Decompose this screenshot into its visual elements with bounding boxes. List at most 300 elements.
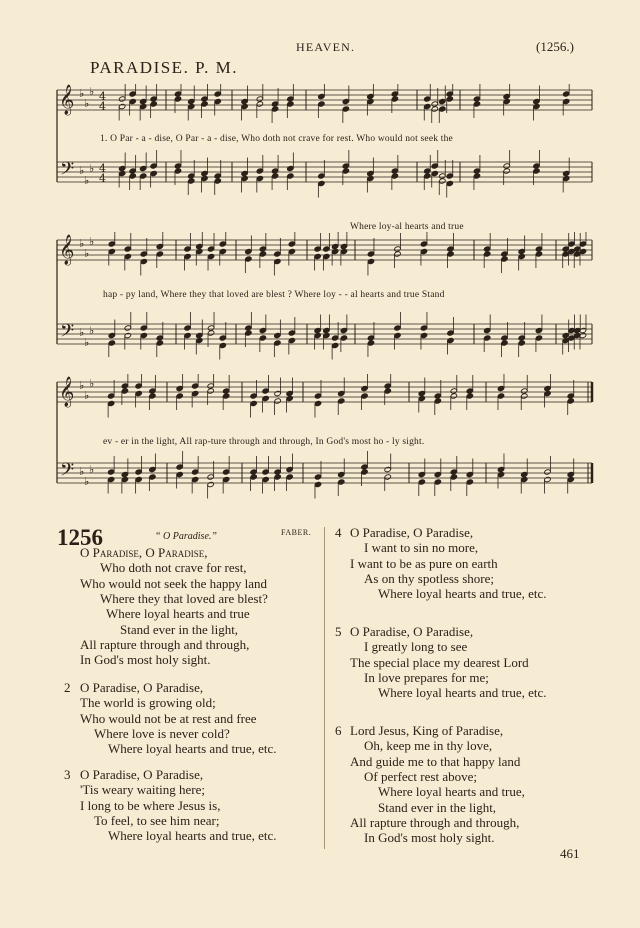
notehead [314,332,321,338]
notehead [274,251,281,257]
notehead [245,325,252,331]
notehead [288,337,295,343]
notehead [323,327,330,333]
notehead [140,332,147,338]
notehead [533,98,540,104]
verse-line: O Paradise, O Paradise, [80,680,204,695]
notehead [118,165,125,171]
notehead [466,479,473,485]
hymn-number: 1256 [57,525,103,550]
notehead [439,98,446,104]
notehead [434,393,441,399]
notehead [384,383,391,389]
time-signature: 4 [99,162,106,175]
notehead [222,393,229,399]
notehead [418,395,425,401]
bass-clef: 𝄢 [60,460,75,485]
notehead [207,253,214,259]
flat-sign: ♭ [89,463,95,476]
notehead [533,163,540,169]
time-signature: 4 [99,90,106,103]
notehead [140,251,147,257]
notehead [361,469,368,475]
notehead [256,168,263,174]
bass-clef: 𝄢 [60,321,75,346]
notehead [567,398,574,404]
notehead [262,469,269,475]
notehead [196,248,203,254]
lyrics-above-system-2: Where loy-al hearts and true [350,222,464,232]
notehead [484,335,491,341]
notehead [286,395,293,401]
flat-sign: ♭ [79,326,85,339]
flat-sign: ♭ [79,237,85,250]
notehead [287,173,294,179]
notehead [135,383,142,389]
notehead [287,101,294,107]
notehead [484,327,491,333]
verse-line: I long to be where Jesus is, [80,797,221,813]
notehead [439,106,446,112]
notehead [473,173,480,179]
flat-sign: ♭ [79,379,85,392]
notehead [245,330,252,336]
notehead [418,390,425,396]
notehead [191,469,198,475]
notehead [108,340,115,346]
tune-title: PARADISE. P. M. [90,58,238,77]
notehead [518,335,525,341]
notehead [338,398,345,404]
notehead [367,335,374,341]
notehead [503,168,510,174]
notehead [107,469,114,475]
notehead [420,325,427,331]
notehead [431,106,438,112]
notehead [434,398,441,404]
flat-sign: ♭ [84,336,90,349]
notehead [518,253,525,259]
notehead [563,175,570,181]
lyrics-system-3: ev - er in the light, All rap-ture through and through, In God's most ho - ly sight. [103,437,425,447]
treble-clef: 𝄞 [59,235,75,265]
verse-line: O Paradise, O Paradise, [350,624,474,639]
bass-clef: 𝄢 [60,159,75,184]
notehead [314,393,321,399]
notehead [139,173,146,179]
notehead [188,178,195,184]
notehead [567,393,574,399]
notehead [107,393,114,399]
notehead [418,479,425,485]
notehead [156,340,163,346]
notehead [274,474,281,480]
notehead [314,246,321,252]
verse-line: Where love is never cold? [94,725,230,741]
notehead [174,168,181,174]
notehead [274,398,281,404]
notehead [150,163,157,169]
verse-line: All rapture through and through, [350,814,520,830]
notehead [340,335,347,341]
notehead [174,91,181,97]
notehead [503,98,510,104]
notehead [384,474,391,480]
notehead [176,471,183,477]
notehead [544,469,551,475]
notehead [331,248,338,254]
notehead [361,385,368,391]
verse-line: I want to sin no more, [364,540,479,556]
verse-line: In love prepares for me; [364,669,489,685]
notehead [521,388,528,394]
notehead [207,388,214,394]
notehead [250,400,257,406]
notehead [149,393,156,399]
notehead [466,388,473,394]
notehead [129,173,136,179]
notehead [274,332,281,338]
verse-line: Where loyal hearts and true [106,606,250,622]
notehead [124,325,131,331]
notehead [139,165,146,171]
notehead [259,335,266,341]
notehead [447,251,454,257]
notehead [367,93,374,99]
notehead [518,248,525,254]
notehead [446,91,453,97]
notehead [420,248,427,254]
verse-line: In God's most holy sight. [80,652,211,668]
verse-line: Where loyal hearts and true, [378,784,525,800]
verse-line: 'Tis weary waiting here; [80,782,205,798]
time-signature: 4 [99,100,106,113]
flat-sign: ♭ [79,87,85,100]
notehead [274,469,281,475]
notehead [241,103,248,109]
notehead [156,251,163,257]
notehead [342,163,349,169]
notehead [563,91,570,97]
verse-number: 5 [335,624,342,639]
notehead [342,98,349,104]
treble-clef: 𝄞 [59,85,75,115]
notehead [288,241,295,247]
notehead [191,383,198,389]
notehead [274,340,281,346]
notehead [201,175,208,181]
notehead [446,173,453,179]
notehead [342,168,349,174]
notehead [207,246,214,252]
flat-sign: ♭ [84,174,90,187]
notehead [108,241,115,247]
notehead [107,476,114,482]
notehead [121,476,128,482]
verse-line: Where loyal hearts and true, etc. [378,586,547,602]
notehead [367,175,374,181]
notehead [121,471,128,477]
notehead [259,327,266,333]
notehead [503,163,510,169]
notehead [331,243,338,249]
notehead [331,335,338,341]
author-credit: FABER. [281,528,312,537]
notehead [535,251,542,257]
flat-sign: ♭ [84,247,90,260]
notehead [241,170,248,176]
notehead [149,474,156,480]
notehead [184,332,191,338]
notehead [367,340,374,346]
notehead [250,393,257,399]
notehead [207,481,214,487]
notehead [121,388,128,394]
notehead [135,476,142,482]
notehead [129,91,136,97]
notehead [424,103,431,109]
notehead [287,96,294,102]
notehead [466,471,473,477]
notehead [262,388,269,394]
notehead [150,96,157,102]
notehead [207,474,214,480]
notehead [286,474,293,480]
notehead [274,390,281,396]
notehead [439,173,446,179]
notehead [367,98,374,104]
notehead [140,325,147,331]
verse-line: I greatly long to see [364,639,468,655]
notehead [118,103,125,109]
notehead [188,98,195,104]
notehead [484,246,491,252]
notehead [214,178,221,184]
notehead [271,173,278,179]
notehead [318,101,325,107]
notehead [118,170,125,176]
notehead [271,101,278,107]
lyrics-system-1: 1. O Par - a - dise, O Par - a - dise, Who doth not crave for rest. Who would not seek the [100,134,453,144]
notehead [361,464,368,470]
notehead [214,173,221,179]
hymn-reference: (1256.) [536,39,574,54]
notehead [394,332,401,338]
notehead [129,168,136,174]
verse-number: 6 [335,723,342,738]
notehead [250,474,257,480]
notehead [318,93,325,99]
notehead [256,175,263,181]
notehead [196,332,203,338]
verse-line: Where loyal hearts and true, etc. [108,828,277,844]
flat-sign: ♭ [89,377,95,390]
notehead [124,246,131,252]
notehead [497,471,504,477]
notehead [207,330,214,336]
notehead [245,248,252,254]
notehead [424,168,431,174]
notehead [140,258,147,264]
notehead [318,173,325,179]
notehead [176,393,183,399]
notehead [314,253,321,259]
notehead [286,466,293,472]
verse-line: I want to be as pure on earth [350,555,498,571]
notehead [184,246,191,252]
notehead [450,469,457,475]
notehead [338,479,345,485]
notehead [241,175,248,181]
notehead [424,96,431,102]
notehead [287,165,294,171]
verse-line: In God's most holy sight. [364,830,495,846]
notehead [340,243,347,249]
time-signature: 4 [99,172,106,185]
notehead [394,325,401,331]
notehead [497,466,504,472]
notehead [418,471,425,477]
verse-line: Stand ever in the light, [120,621,239,637]
flat-sign: ♭ [89,85,95,98]
verse-line: Lord Jesus, King of Paradise, [350,723,504,738]
notehead [501,335,508,341]
notehead [124,332,131,338]
notehead [222,476,229,482]
verse-line: To feel, to see him near; [94,812,220,828]
notehead [135,469,142,475]
first-line-caption: “ O Paradise.” [155,531,217,542]
notehead [521,471,528,477]
notehead [535,335,542,341]
notehead [207,383,214,389]
verse-line: As on thy spotless shore; [364,570,494,586]
notehead [314,400,321,406]
notehead [367,170,374,176]
notehead [535,327,542,333]
notehead [245,256,252,262]
notehead [201,96,208,102]
flat-sign: ♭ [89,324,95,337]
notehead [259,251,266,257]
notehead [318,180,325,186]
notehead [121,383,128,389]
notehead [222,388,229,394]
notehead [241,98,248,104]
notehead [567,476,574,482]
verse-line: Where they that loved are blest? [100,590,268,606]
verse-line: The world is growing old; [80,695,216,711]
verse-line: Where loyal hearts and true, etc. [378,685,547,701]
notehead [497,385,504,391]
notehead [424,173,431,179]
notehead [446,180,453,186]
notehead [191,476,198,482]
notehead [150,170,157,176]
notehead [450,393,457,399]
notehead [323,246,330,252]
notehead [149,388,156,394]
verse-line: Who doth not crave for rest, [100,560,247,576]
treble-clef: 𝄞 [59,377,75,407]
flat-sign: ♭ [84,389,90,402]
notehead [434,479,441,485]
notehead [431,163,438,169]
notehead [450,474,457,480]
flat-sign: ♭ [84,97,90,110]
notehead [391,168,398,174]
notehead [184,325,191,331]
verse-line: And guide me to that happy land [350,753,521,769]
notehead [563,98,570,104]
notehead [174,96,181,102]
notehead [149,466,156,472]
verse-line: Who would not seek the happy land [80,575,268,591]
notehead [314,481,321,487]
notehead [323,253,330,259]
verse-line: Where loyal hearts and true, etc. [108,741,277,757]
flat-sign: ♭ [84,475,90,488]
notehead [196,337,203,343]
notehead [391,96,398,102]
notehead [338,471,345,477]
notehead [256,96,263,102]
notehead [108,248,115,254]
notehead [501,256,508,262]
notehead [544,476,551,482]
notehead [447,337,454,343]
notehead [361,393,368,399]
running-head: HEAVEN. [296,40,356,54]
verse-number: 2 [64,680,71,695]
notehead [446,96,453,102]
verse-line: O Paradise, O Paradise, [80,545,208,560]
notehead [567,471,574,477]
lyrics-system-2: hap - py land, Where they that loved are blest ? Where loy - - al hearts and true Stand [103,290,445,300]
notehead [201,170,208,176]
notehead [256,101,263,107]
notehead [367,258,374,264]
verse-line: Who would not be at rest and free [80,710,257,726]
notehead [420,241,427,247]
notehead [439,178,446,184]
notehead [191,390,198,396]
notehead [518,340,525,346]
notehead [367,251,374,257]
notehead [262,476,269,482]
notehead [466,393,473,399]
notehead [219,335,226,341]
notehead [314,474,321,480]
notehead [207,325,214,331]
notehead [201,101,208,107]
verse-line: Of perfect rest above; [364,768,477,784]
notehead [431,101,438,107]
notehead [314,327,321,333]
verse-number: 3 [64,767,71,782]
notehead [271,168,278,174]
notehead [473,101,480,107]
notehead [535,246,542,252]
flat-sign: ♭ [89,162,95,175]
notehead [501,340,508,346]
notehead [342,106,349,112]
verse-number: 4 [335,525,342,540]
notehead [497,393,504,399]
notehead [188,103,195,109]
notehead [340,327,347,333]
notehead [533,168,540,174]
